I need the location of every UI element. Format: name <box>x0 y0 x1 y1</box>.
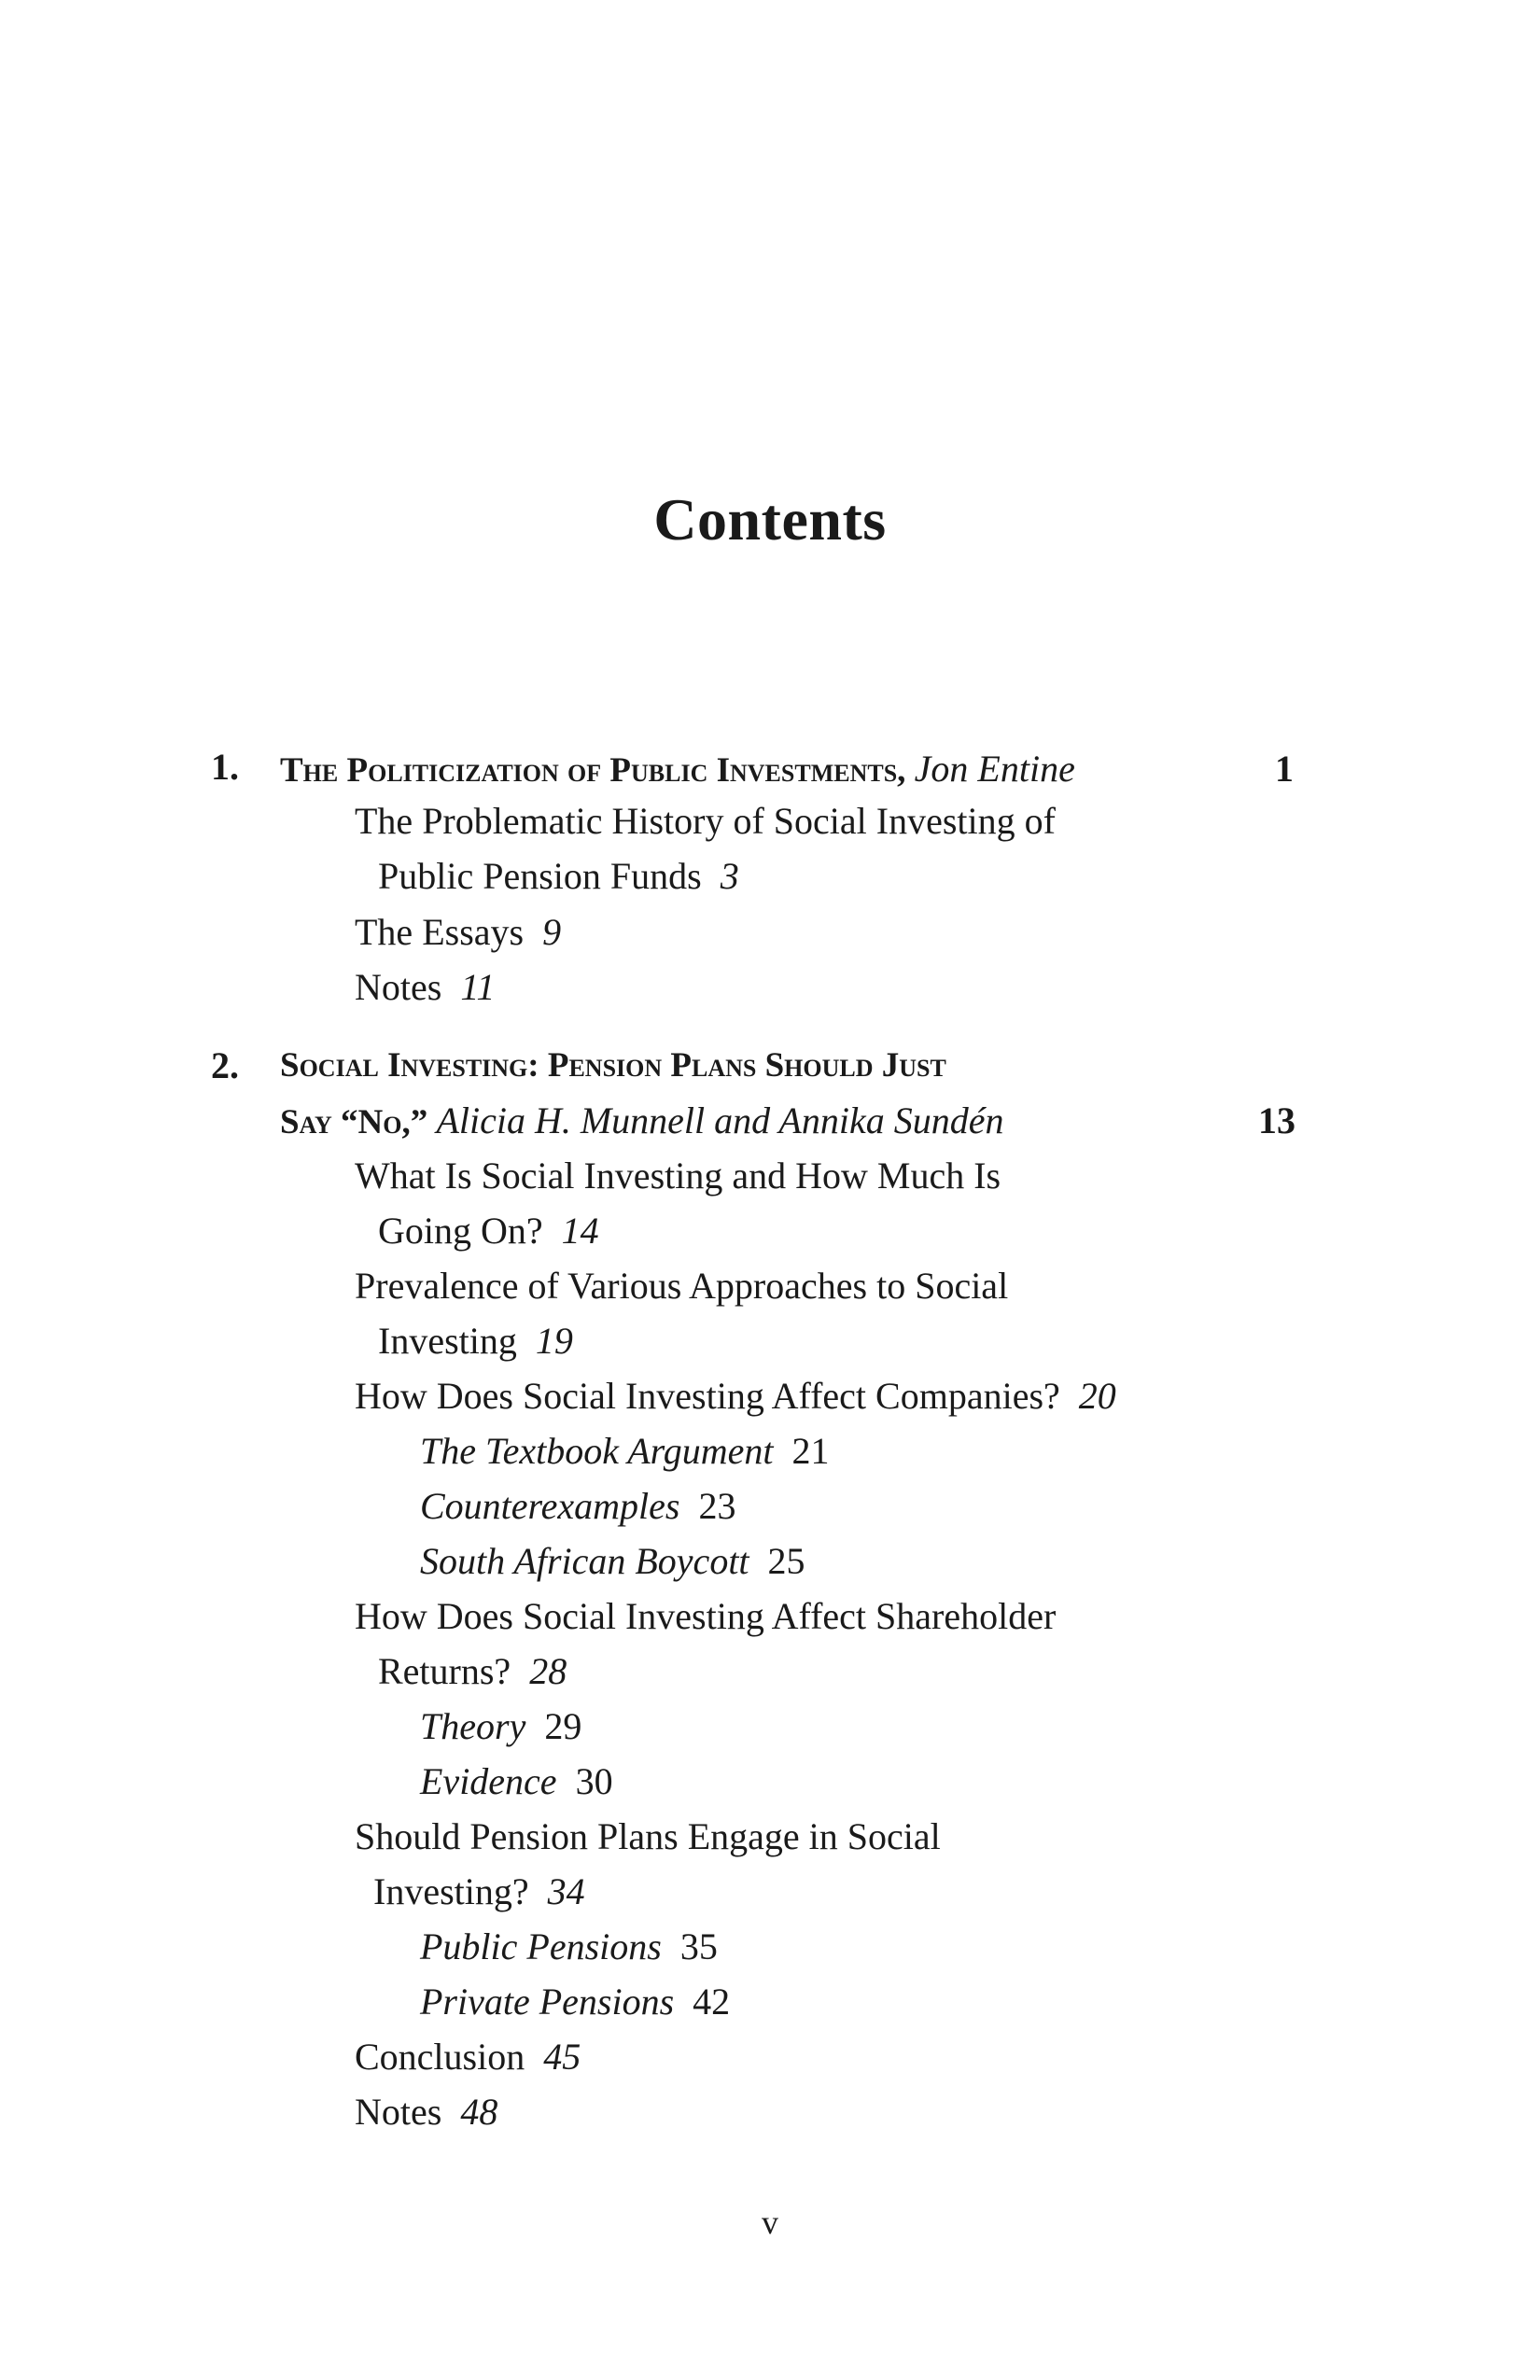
toc-subentry: Evidence 30 <box>420 1760 613 1802</box>
chapter-title-line2 <box>280 1099 1003 1142</box>
toc-subentry: Public Pensions 35 <box>420 1925 718 1967</box>
chapter-title <box>280 747 1075 791</box>
chapter-title-text: The Politicization of Public Investments, <box>280 751 906 790</box>
toc-entry: What Is Social Investing and How Much Is <box>355 1155 1001 1197</box>
toc-entry: Going On? 14 <box>378 1210 599 1252</box>
toc-entry: Investing 19 <box>378 1320 573 1362</box>
toc-entry: Should Pension Plans Engage in Social <box>355 1815 941 1857</box>
toc-entry: The Essays 9 <box>355 911 562 953</box>
toc-entry: Returns? 28 <box>378 1650 567 1692</box>
toc-entry: Notes 48 <box>355 2091 498 2133</box>
chapter-title-text: Say “No,” <box>280 1103 428 1141</box>
toc-entry: The Problematic History of Social Investing of <box>355 800 1056 842</box>
toc-entry: Investing? 34 <box>373 1870 585 1912</box>
toc-subentry: Counterexamples 23 <box>420 1485 736 1527</box>
toc-entry: Conclusion 45 <box>355 2036 581 2078</box>
chapter-author: Jon Entine <box>914 748 1075 790</box>
chapter-page: 1 <box>1275 748 1294 790</box>
page-number: v <box>762 2204 778 2241</box>
toc-subentry: Private Pensions 42 <box>420 1981 731 2023</box>
page-title: Contents <box>653 486 887 553</box>
chapter-number: 2. <box>211 1044 239 1086</box>
chapter-title <box>280 1045 946 1085</box>
toc-entry: Notes 11 <box>355 966 496 1008</box>
chapter-number: 1. <box>211 746 239 788</box>
toc-subentry: South African Boycott 25 <box>420 1540 805 1582</box>
toc-entry: Public Pension Funds 3 <box>378 855 739 897</box>
chapter-title-text: Social Investing: Pension Plans Should Just <box>280 1046 946 1085</box>
toc-subentry: Theory 29 <box>420 1705 582 1747</box>
toc-entry: How Does Social Investing Affect Companies? 20 <box>355 1375 1116 1417</box>
chapter-author: Alicia H. Munnell and Annika Sundén <box>436 1099 1004 1141</box>
toc-entry: How Does Social Investing Affect Shareholder <box>355 1595 1057 1637</box>
toc-subentry: The Textbook Argument 21 <box>420 1430 830 1472</box>
chapter-page: 13 <box>1258 1099 1295 1141</box>
toc-entry: Prevalence of Various Approaches to Social <box>355 1265 1009 1307</box>
